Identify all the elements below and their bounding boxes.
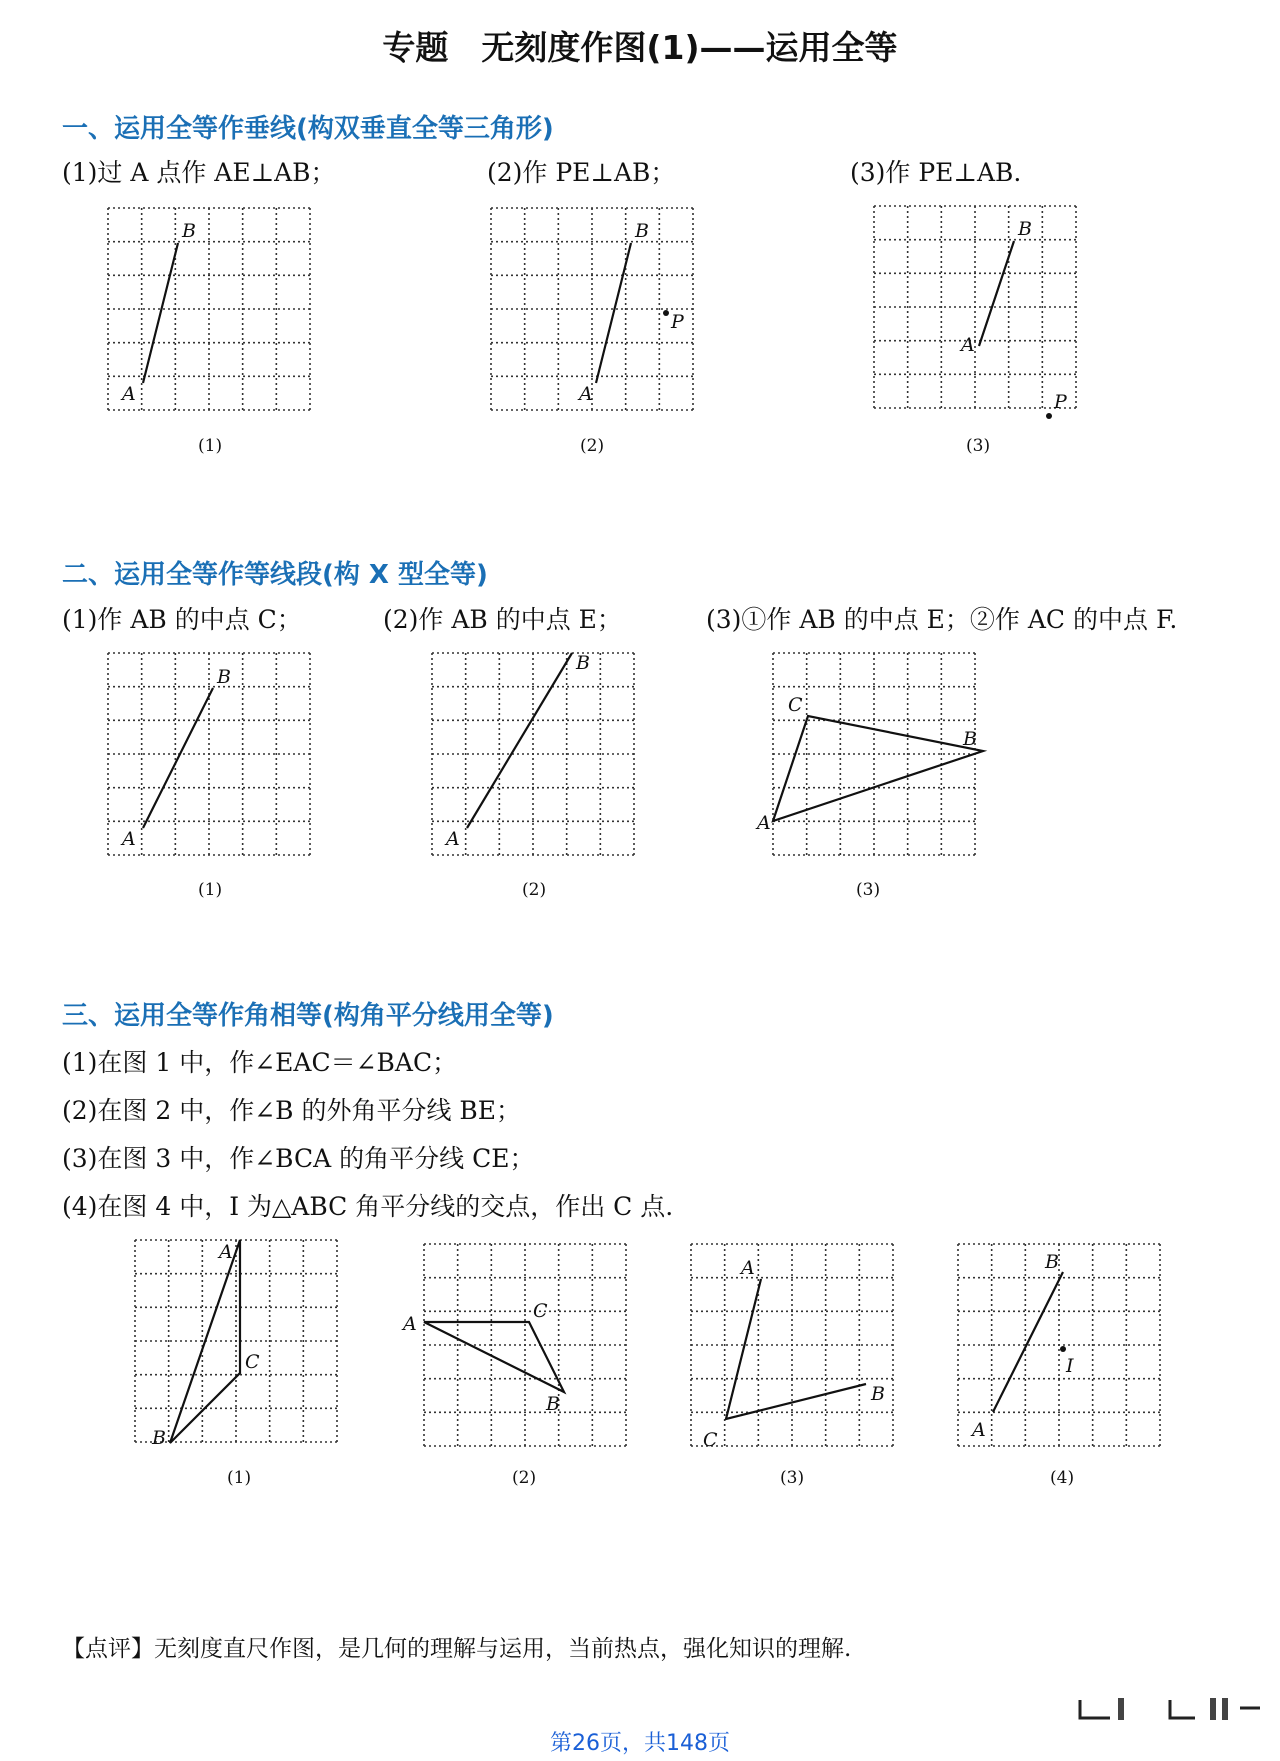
point-label-b: B <box>635 220 649 242</box>
segment-ab <box>143 688 213 828</box>
s3-question-3: (3)在图 3 中，作∠BCA 的角平分线 CE； <box>62 1144 535 1173</box>
s2-caption-1: (1) <box>198 880 223 900</box>
s3-figure-3 <box>683 1236 903 1456</box>
point-label-b: B <box>576 652 590 674</box>
segment-ab <box>467 653 572 828</box>
point-label-a: A <box>122 383 136 405</box>
point-label-p: P <box>671 311 684 333</box>
s1-figure-1 <box>100 200 320 420</box>
triangle-abc <box>424 1322 564 1392</box>
s1-question-3: (3)作 PE⊥AB. <box>850 158 1022 187</box>
page-title: 专题 无刻度作图(1)——运用全等 <box>382 28 898 67</box>
point-label-a: A <box>961 334 975 356</box>
point-label-b: B <box>152 1427 166 1449</box>
s1-question-2: (2)作 PE⊥AB； <box>487 158 676 187</box>
point-label-b: B <box>546 1393 560 1415</box>
point-label-a: A <box>972 1419 986 1441</box>
point-label-a: A <box>403 1313 417 1335</box>
point-i <box>1060 1346 1066 1352</box>
point-label-a: A <box>122 828 136 850</box>
s3-question-4: (4)在图 4 中，I 为△ABC 角平分线的交点，作出 C 点. <box>62 1192 674 1221</box>
s1-caption-3: (3) <box>966 436 991 456</box>
s2-figure-1 <box>100 645 320 865</box>
s3-caption-2: (2) <box>512 1468 537 1488</box>
comment-note: 【点评】无刻度直尺作图，是几何的理解与运用，当前热点，强化知识的理解. <box>62 1636 852 1662</box>
point-p <box>663 310 669 316</box>
section2-heading: 二、运用全等作等线段(构 X 型全等) <box>62 560 488 590</box>
grid <box>432 653 634 855</box>
point-label-c: C <box>788 694 803 716</box>
segment-ab <box>993 1272 1063 1412</box>
s2-figure-2 <box>424 645 644 865</box>
s2-question-2: (2)作 AB 的中点 E； <box>383 605 622 634</box>
triangle-abc <box>773 716 983 821</box>
point-label-p: P <box>1054 391 1067 413</box>
grid <box>691 1244 893 1446</box>
s2-caption-2: (2) <box>522 880 547 900</box>
grid <box>424 1244 626 1446</box>
s1-caption-2: (2) <box>580 436 605 456</box>
point-label-b: B <box>1045 1251 1059 1273</box>
point-label-a: A <box>579 383 593 405</box>
s2-caption-3: (3) <box>856 880 881 900</box>
s1-figure-3 <box>866 198 1086 418</box>
s3-caption-1: (1) <box>227 1468 252 1488</box>
point-label-b: B <box>1018 218 1032 240</box>
grid <box>108 653 310 855</box>
point-label-b: B <box>217 666 231 688</box>
grid <box>773 653 975 855</box>
grid <box>958 1244 1160 1446</box>
section3-heading: 三、运用全等作角相等(构角平分线用全等) <box>62 1001 554 1031</box>
point-label-b: B <box>963 728 977 750</box>
angle-bca <box>726 1279 866 1419</box>
s3-caption-3: (3) <box>780 1468 805 1488</box>
point-label-c: C <box>533 1300 548 1322</box>
grid <box>491 208 693 410</box>
s1-question-1: (1)过 A 点作 AE⊥AB； <box>62 158 336 187</box>
point-label-a: A <box>757 812 771 834</box>
s2-question-1: (1)作 AB 的中点 C； <box>62 605 302 634</box>
grid <box>108 208 310 410</box>
s3-question-1: (1)在图 1 中，作∠EAC＝∠BAC； <box>62 1048 458 1077</box>
s3-figure-1 <box>127 1232 347 1452</box>
segment-ab <box>143 243 178 383</box>
grid <box>874 206 1076 408</box>
s1-caption-1: (1) <box>198 436 223 456</box>
point-label-a: A <box>446 828 460 850</box>
page-number: 第26页，共148页 <box>550 1731 730 1756</box>
point-label-b: B <box>182 220 196 242</box>
grid <box>135 1240 337 1442</box>
point-label-a: A <box>219 1241 233 1263</box>
point-label-c: C <box>245 1351 260 1373</box>
s3-figure-4 <box>950 1236 1170 1456</box>
s2-question-3: (3)①作 AB 的中点 E；②作 AC 的中点 F. <box>706 605 1178 634</box>
point-p <box>1046 413 1052 419</box>
bar-marks-icon <box>1070 1696 1270 1726</box>
point-label-a: A <box>741 1257 755 1279</box>
point-label-b: B <box>871 1383 885 1405</box>
s3-caption-4: (4) <box>1050 1468 1075 1488</box>
point-label-c: C <box>703 1429 718 1451</box>
s1-figure-2 <box>483 200 703 420</box>
s3-figure-2 <box>403 1236 636 1456</box>
section1-heading: 一、运用全等作垂线(构双垂直全等三角形) <box>62 114 554 144</box>
segment-ab <box>979 241 1014 346</box>
s2-figure-3 <box>757 645 985 865</box>
s3-question-2: (2)在图 2 中，作∠B 的外角平分线 BE； <box>62 1096 522 1125</box>
point-label-i: I <box>1066 1355 1074 1377</box>
